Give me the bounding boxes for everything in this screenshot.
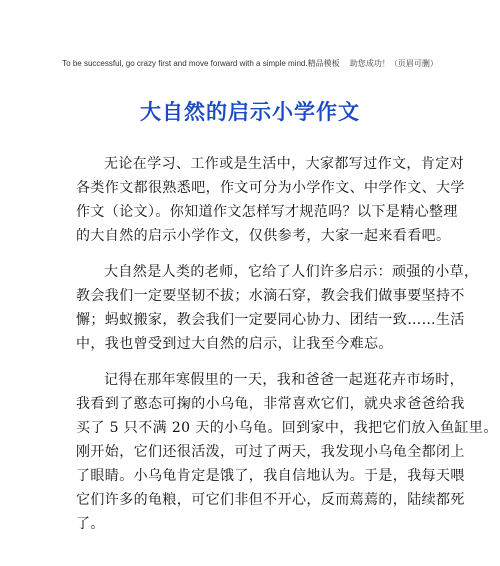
paragraph-1 bbox=[76, 152, 465, 248]
text-line: 教会我们一定要坚韧不拔；水滴石穿，教会我们做事要坚持不 bbox=[76, 288, 465, 304]
document-title: 大自然的启示小学作文 bbox=[140, 99, 360, 124]
text-line: 记得在那年寒假里的一天，我和爸爸一起逛花卉市场时， bbox=[104, 372, 464, 388]
text-line: 了眼睛。小乌龟肯定是饿了，我自信地认为。于是，我每天喂 bbox=[76, 468, 465, 484]
text-line: 各类作文都很熟悉吧，作文可分为小学作文、中学作文、大学 bbox=[76, 180, 465, 196]
text-line: 我看到了憨态可掬的小乌龟，非常喜欢它们，就央求爸爸给我 bbox=[76, 396, 465, 412]
paragraph-2 bbox=[76, 260, 479, 356]
text-line: 了。 bbox=[76, 516, 105, 532]
text-line: 的大自然的启示小学作文，仅供参考，大家一起来看看吧。 bbox=[76, 228, 451, 244]
text-line: 无论在学习、工作或是生活中，大家都写过作文，肯定对 bbox=[104, 156, 464, 172]
text-line: 中，我也曾受到过大自然的启示，让我至今难忘。 bbox=[76, 336, 393, 352]
text-line: 懈；蚂蚁搬家，教会我们一定要同心协力、团结一致……生活 bbox=[76, 312, 465, 328]
text-line: 刚开始，它们还很活泼，可过了两天，我发现小乌龟全都闭上 bbox=[76, 444, 465, 460]
text-line: 作文（论文）。你知道作文怎样写才规范吗？以下是精心整理 bbox=[76, 204, 458, 220]
paragraph-3 bbox=[76, 368, 498, 536]
text-line: 大自然是人类的老师，它给了人们许多启示：顽强的小草， bbox=[104, 264, 479, 280]
text-line: 它们许多的龟粮，可它们非但不开心，反而蔫蔫的，陆续都死 bbox=[76, 492, 465, 508]
article-body bbox=[76, 152, 498, 548]
text-line: 买了 5 只不满 20 天的小乌龟。回到家中，我把它们放入鱼缸里。 bbox=[76, 420, 498, 436]
page-header-note: To be successful, go crazy first and move forward with a simple mind.精品模板 助您成功！（页眉可删） bbox=[62, 59, 438, 68]
